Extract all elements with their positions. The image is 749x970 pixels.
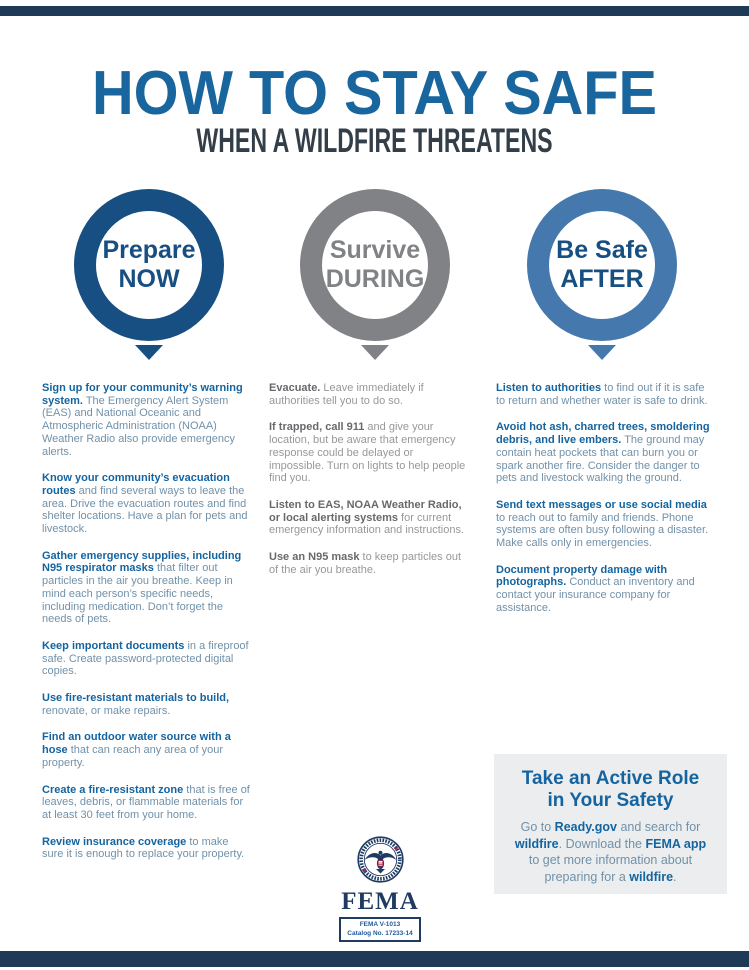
paragraph-rest: to reach out to family and friends. Phone systems are often busy following a disaster. Make calls only in emergencies. (496, 511, 709, 550)
callout-body (494, 819, 727, 886)
paragraph-rest: to make sure it is enough to replace your property. (42, 835, 245, 861)
phase-survive-during (300, 189, 450, 360)
paragraph-lead: If trapped, call 911 (269, 421, 365, 434)
phase-label-line2: NOW (118, 265, 180, 293)
phase-be-safe-after (527, 189, 677, 360)
dhs-seal-icon (357, 836, 404, 883)
paragraph-lead: Gather emergency supplies, including N95 respirator masks (42, 549, 242, 575)
paragraph-rest: that is free of leaves, debris, or flammable materials for at least 30 feet from your home. (42, 783, 250, 821)
paragraph-lead: Avoid hot ash, charred trees, smoldering debris, and live embers. (496, 421, 710, 447)
survive-during-label (326, 236, 425, 294)
survive-during-circle-icon (300, 189, 450, 341)
paragraph-lead: Know your community’s evacuation routes (42, 472, 230, 497)
fema-app-text: FEMA app (645, 836, 707, 851)
paragraph (42, 550, 250, 626)
fema-logo-block (300, 836, 460, 942)
pin-arrow-icon (588, 345, 616, 360)
active-role-callout-box (494, 754, 727, 894)
paragraph (269, 421, 469, 485)
paragraph-lead: Find an outdoor water source with a hose (42, 731, 231, 757)
column-survive-during (269, 382, 469, 590)
paragraph-lead: Use an N95 mask (269, 551, 360, 564)
catalog-line2: Catalog No. 17233-14 (347, 929, 413, 937)
paragraph-rest: The ground may contain heat pockets that can burn you or spark another fire. Consider the danger to pets and livestock walking the ground. (496, 434, 705, 485)
phase-label-line1: Survive (329, 236, 421, 264)
column-be-safe-after (496, 382, 710, 629)
paragraph (42, 640, 250, 678)
phase-prepare-now (74, 189, 224, 360)
column-prepare-now (42, 382, 250, 875)
phase-label-line1: Prepare (102, 236, 196, 264)
callout-text: . (673, 870, 677, 885)
paragraph (269, 382, 469, 407)
paragraph-rest: in a fireproof safe. Create password-protected digital copies. (42, 639, 249, 678)
paragraph (496, 382, 710, 407)
paragraph-rest: that can reach any area of your property. (42, 744, 224, 769)
paragraph (496, 564, 710, 615)
page-title: HOW TO STAY SAFE (92, 59, 657, 128)
paragraph (269, 551, 469, 576)
paragraph-lead: Evacuate. (269, 382, 321, 394)
paragraph-lead: Send text messages or use social media (496, 498, 707, 511)
paragraph-rest: to keep particles out of the air you breathe. (269, 551, 462, 576)
paragraph-lead: Listen to authorities (496, 382, 602, 394)
fema-wordmark: FEMA (341, 888, 419, 915)
paragraph-rest: to find out if it is safe to return and whether water is safe to drink. (496, 382, 708, 407)
paragraph-lead: Listen to EAS, NOAA Weather Radio, or local alerting systems (269, 498, 462, 524)
paragraph (496, 421, 710, 485)
paragraph (42, 472, 250, 536)
phase-label-line2: DURING (325, 265, 425, 293)
paragraph-rest: and give your location, but be aware that emergency response could be delayed or impossible. Turn on lights to help people find you. (269, 421, 466, 485)
callout-heading-line1: Take an Active Role (521, 768, 700, 789)
paragraph-lead: Review insurance coverage (42, 835, 187, 848)
prepare-now-circle-icon (74, 189, 224, 341)
be-safe-after-label (556, 236, 648, 294)
paragraph (42, 731, 250, 769)
paragraph (42, 784, 250, 822)
paragraph-rest: and find several ways to leave the area. Drive the evacuation routes and find shelter locations. Have a plan for pets and livestock. (42, 484, 248, 536)
bottom-navy-bar (0, 951, 749, 967)
paragraph-rest: that filter out particles in the air you breathe. Keep in mind each person’s specific needs, including medication. Don’t forget the needs of pets. (42, 562, 233, 626)
pin-arrow-icon (135, 345, 163, 360)
callout-text: to get more information about preparing for a (528, 853, 693, 885)
paragraph (42, 836, 250, 861)
phase-label-line2: AFTER (560, 265, 644, 293)
ready-gov-text: Ready.gov (554, 820, 617, 834)
catalog-number-box (339, 917, 420, 942)
paragraph (42, 692, 250, 717)
callout-text: . Download the (558, 836, 646, 851)
paragraph-lead: Sign up for your community’s warning system. (42, 382, 243, 407)
paragraph-lead: Create a fire-resistant zone (42, 783, 184, 796)
paragraph-rest: The Emergency Alert System (EAS) and National Oceanic and Atmospheric Administration (NOAA) Weather Radio also provide emergency alerts. (42, 394, 236, 458)
prepare-now-label (102, 236, 195, 294)
paragraph-lead: Keep important documents (42, 639, 185, 652)
page-subtitle: WHEN A WILDFIRE THREATENS (196, 122, 553, 160)
wildfire-keyword: wildfire (629, 870, 674, 885)
paragraph-rest: for current emergency information and instructions. (269, 511, 465, 537)
callout-text: Go to (520, 820, 555, 834)
be-safe-after-circle-icon (527, 189, 677, 341)
paragraph (269, 499, 469, 537)
wildfire-keyword: wildfire (514, 836, 559, 851)
paragraph-rest: Leave immediately if authorities tell you to do so. (269, 382, 424, 407)
paragraph-rest: Conduct an inventory and contact your insurance company for assistance. (496, 576, 695, 614)
callout-heading-line2: in Your Safety (547, 790, 674, 811)
callout-heading (502, 768, 719, 812)
paragraph-lead: Use fire-resistant materials to build, (42, 692, 230, 705)
paragraph-rest: renovate, or make repairs. (42, 704, 171, 717)
paragraph (42, 382, 250, 458)
callout-text: and search for (616, 820, 701, 834)
catalog-line1: FEMA V-1013 (359, 921, 401, 928)
phase-label-line1: Be Safe (556, 236, 648, 264)
paragraph-lead: Document property damage with photographs. (496, 563, 668, 589)
pin-arrow-icon (361, 345, 389, 360)
top-navy-bar (0, 6, 749, 16)
paragraph (496, 499, 710, 550)
